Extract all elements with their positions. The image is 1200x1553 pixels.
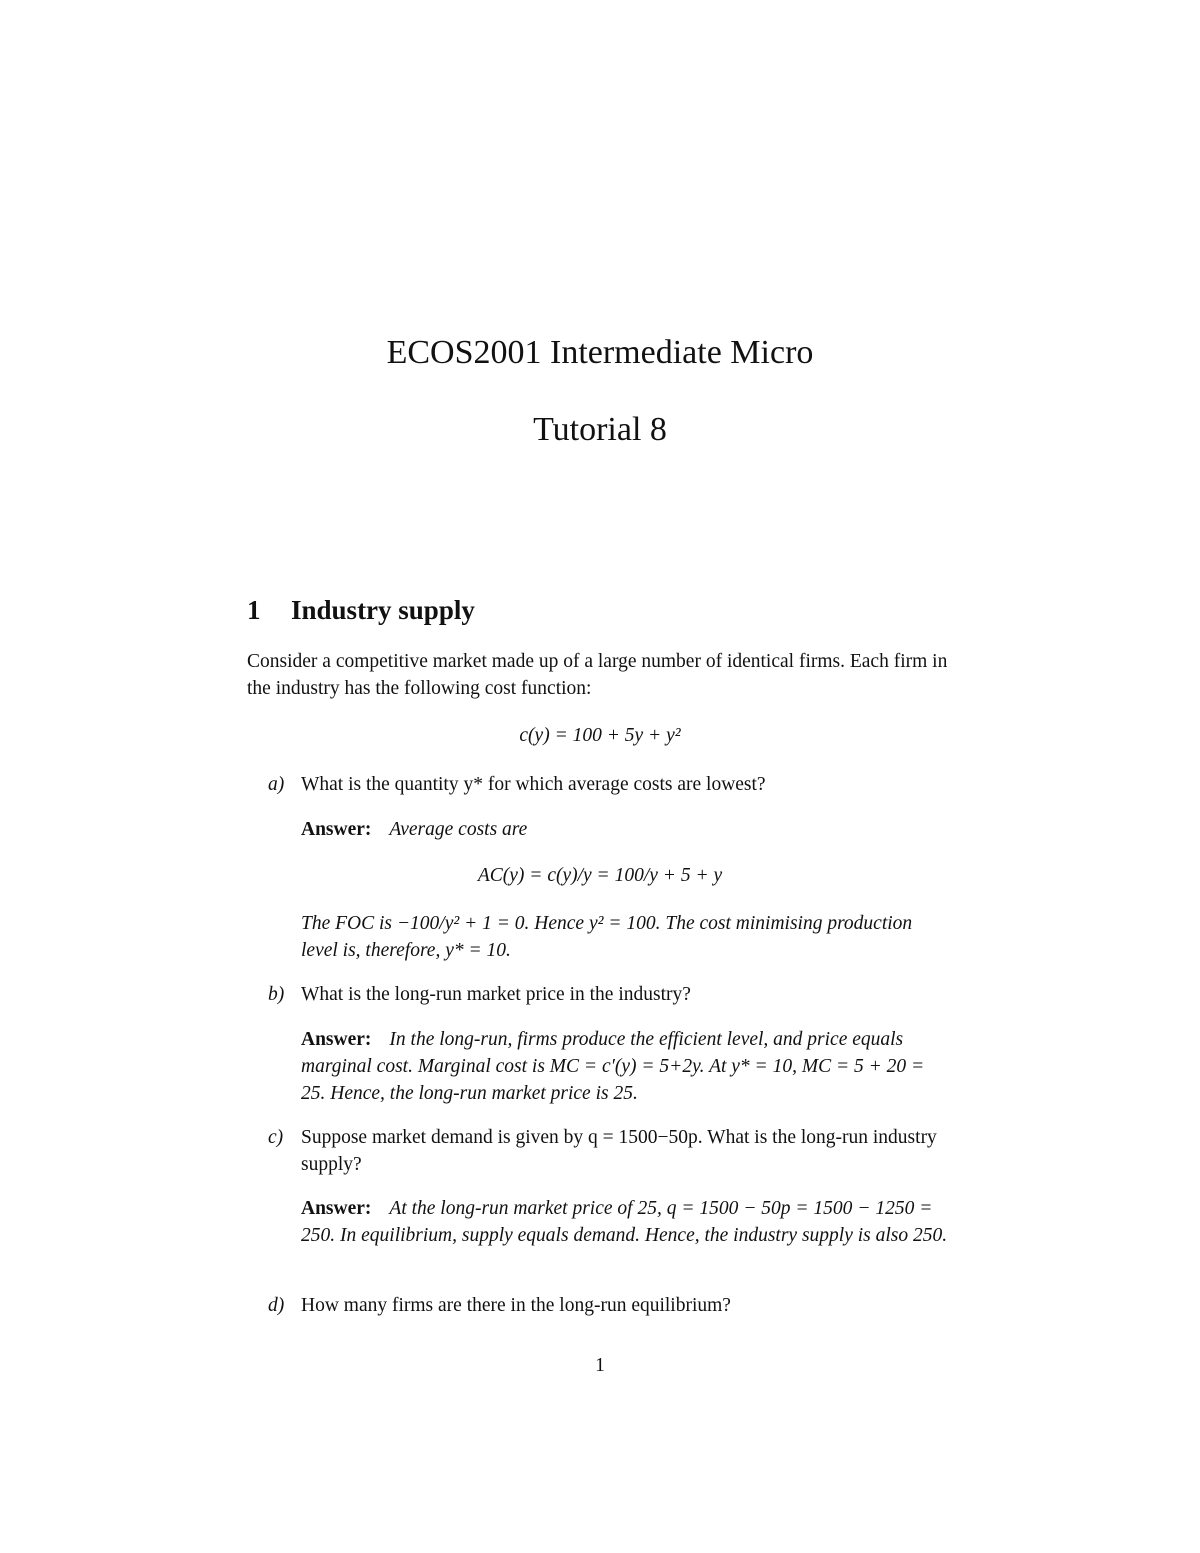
section-title: Industry supply — [291, 595, 475, 625]
answer-label: Answer: — [301, 819, 372, 840]
answer-text: At the long-run market price of 25, q = 1500 − 50p = 1500 − 1250 = 250. In equilibrium, supply equals demand. Hence, the industry supply is also 250. — [301, 1198, 948, 1246]
question-label: c) — [268, 1127, 284, 1148]
answer-text: In the long-run, firms produce the efficient level, and price equals marginal cost. Marginal cost is MC = c′(y) = 5+2y. At y* = 10, MC = 5 + 20 = 25. Hence, the long-run market price is 25. — [301, 1029, 925, 1104]
section-intro: Consider a competitive market made up of a large number of identical firms. Each firm in the industry has the following cost function: — [247, 651, 948, 699]
answer-lead-text: Average costs are — [389, 819, 528, 840]
question-text: What is the long-run market price in the industry? — [301, 984, 691, 1005]
answer-c — [301, 1195, 951, 1249]
answer-a-text — [301, 910, 951, 964]
average-cost-equation: AC(y) = c(y)/y = 100/y + 5 + y — [477, 865, 723, 886]
question-label: a) — [268, 774, 285, 795]
question-text: What is the quantity y* for which average costs are lowest? — [301, 774, 766, 795]
answer-text: The FOC is −100/y² + 1 = 0. Hence y² = 100. The cost minimising production level is, therefore, y* = 10. — [301, 913, 913, 961]
question-text: Suppose market demand is given by q = 1500−50p. What is the long-run industry supply? — [301, 1127, 937, 1175]
answer-label: Answer: — [301, 1198, 372, 1219]
page-number: 1 — [595, 1355, 605, 1376]
document-subtitle: Tutorial 8 — [533, 411, 667, 448]
answer-a-lead — [301, 816, 951, 843]
question-text: How many firms are there in the long-run equilibrium? — [301, 1295, 731, 1316]
document-title: ECOS2001 Intermediate Micro — [386, 334, 814, 371]
question-label: b) — [268, 984, 285, 1005]
answer-b — [301, 1026, 951, 1107]
answer-label: Answer: — [301, 1029, 372, 1050]
section-heading — [247, 593, 475, 627]
section-number: 1 — [247, 595, 261, 625]
question-label: d) — [268, 1295, 285, 1316]
cost-function-equation: c(y) = 100 + 5y + y² — [519, 725, 681, 746]
